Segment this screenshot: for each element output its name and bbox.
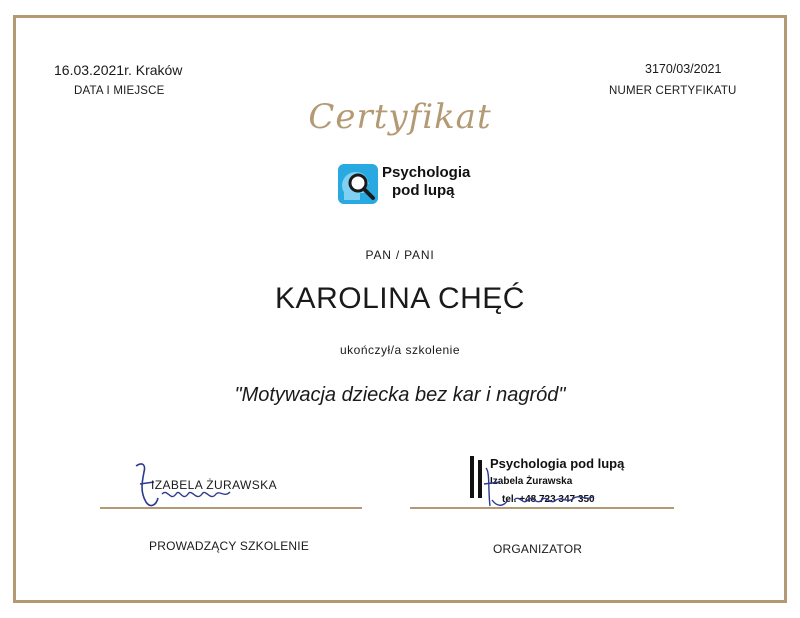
logo-line-1: Psychologia bbox=[382, 164, 471, 181]
trainer-name: IZABELA ŻURAWSKA bbox=[151, 478, 277, 492]
trainer-signature-line bbox=[100, 507, 362, 509]
certificate-number-label: NUMER CERTYFIKATU bbox=[609, 85, 737, 97]
organizer-role: ORGANIZATOR bbox=[493, 542, 583, 556]
certificate-title: Certyfikat bbox=[308, 97, 492, 137]
date-label: DATA I MIEJSCE bbox=[74, 85, 165, 97]
completed-text: ukończył/a szkolenie bbox=[339, 343, 461, 357]
course-title: "Motywacja dziecka bez kar i nagród" bbox=[234, 384, 566, 406]
head-magnifier-icon bbox=[338, 164, 378, 204]
stamp-line-2: Izabela Żurawska bbox=[490, 476, 573, 487]
recipient-name: KAROLINA CHĘĆ bbox=[275, 282, 525, 315]
organizer-signature-line bbox=[410, 507, 674, 509]
date-place: 16.03.2021r. Kraków bbox=[54, 62, 183, 78]
stamp-bar bbox=[470, 456, 474, 498]
logo-line-2: pod lupą bbox=[392, 182, 455, 199]
salutation: PAN / PANI bbox=[365, 248, 435, 262]
stamp-line-3: tel. +48 723 347 350 bbox=[502, 494, 595, 505]
stamp-line-1: Psychologia pod lupą bbox=[490, 456, 625, 471]
psychologia-logo bbox=[338, 162, 478, 208]
trainer-role: PROWADZĄCY SZKOLENIE bbox=[149, 539, 310, 553]
certificate-number: 3170/03/2021 bbox=[645, 62, 722, 76]
